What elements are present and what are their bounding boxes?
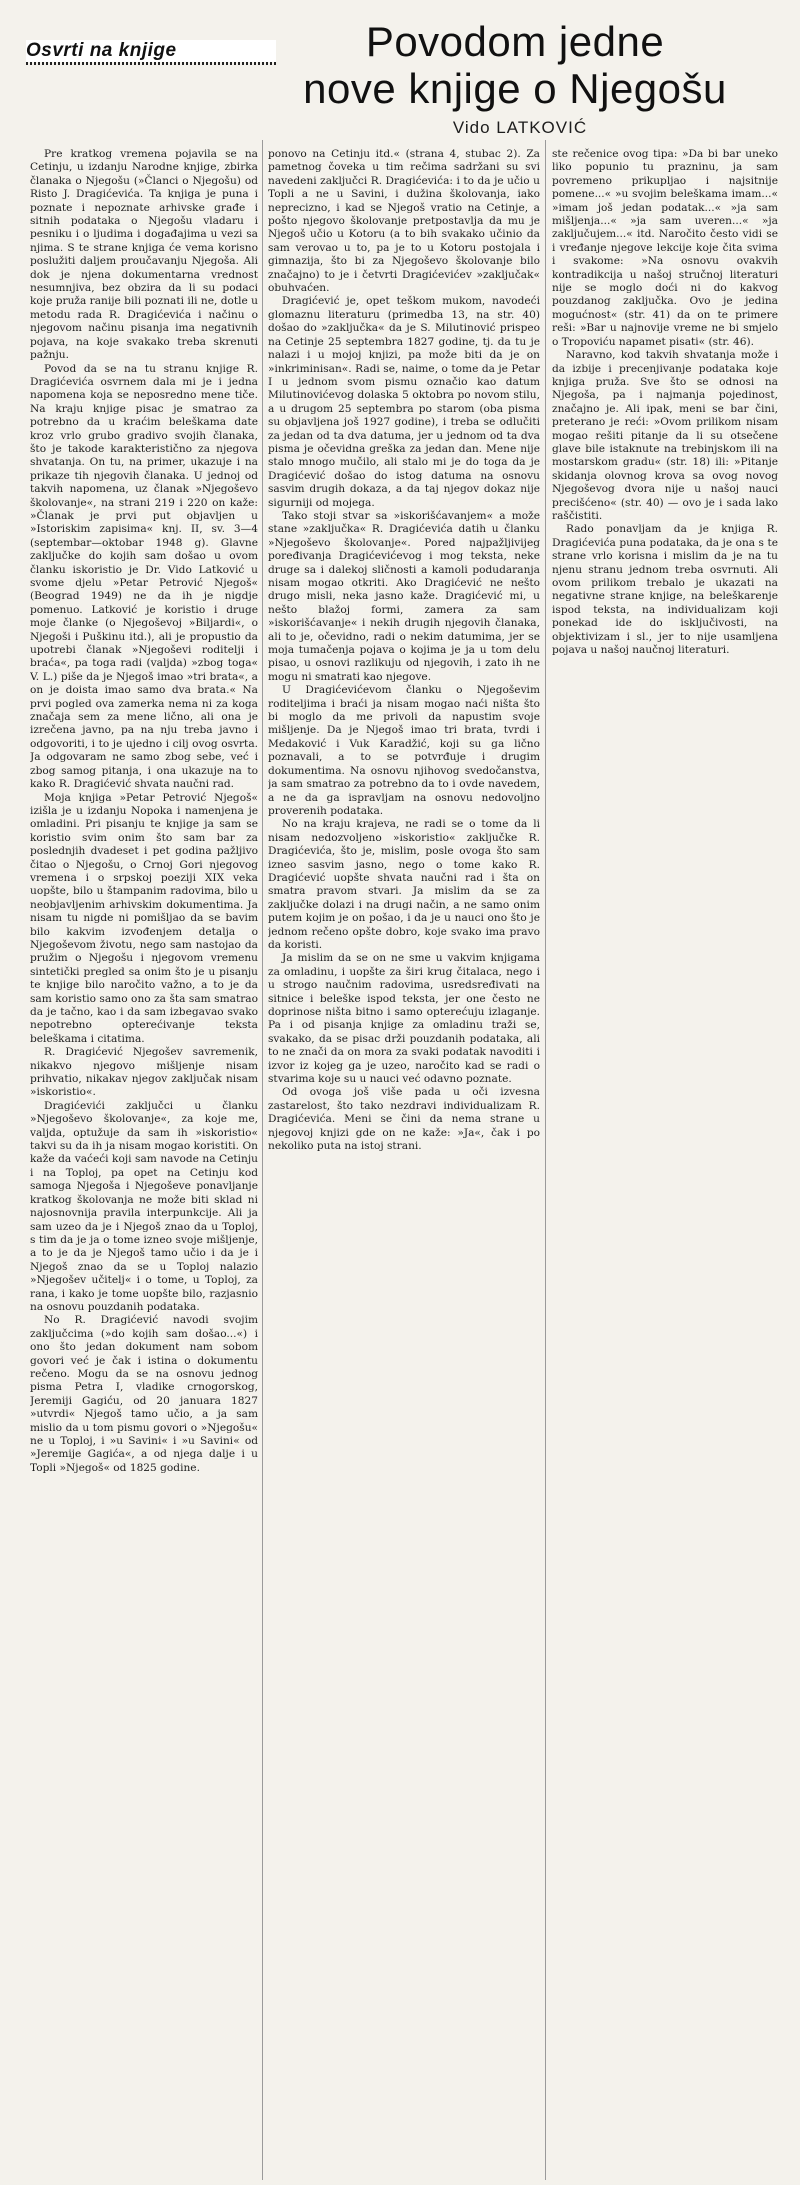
paragraph: U Dragićevićevom članku o Njegoševim roditeljima i braći ja nisam mogao naći ništa što bi moglo da me privoli da napustim svoje mišljenje. Da je Njegoš imao tri brata, tvrdi i Medaković i Vuk Karadžić, koji su ga lično poznavali, a to se potvrđuje i drugim dokumentima. Na osnovu njihovog svedočanstva, ja sam smatrao za potrebno da to i ovde navedem, a ne da ga ispravljam na osnovu nedovoljno proverenih podataka. <box>268 684 540 817</box>
paragraph: Tako stoji stvar sa »iskorišćavanjem« a može stane »zaključka« R. Dragićevića datih u članku »Njegoševo školovanje«. Pored najpažljivijeg poređivanja Dragićevićevog i mog teksta, neke druge sa i dalekoj sličnosti a kamoli podudaranja nisam mogao otkriti. Ako Dragićević ne nešto drugo misli, neka jasno kaže. Dragićević mi, u nešto blažoj formi, zamera za sam »iskorišćavanje« i nekih drugih njegovih članaka, ali to je, očevidno, radi o nekim datumima, jer se moja tumačenja pojava o kojima je ja u tom delu pisao, u osnovi razlikuju od njegovih, i zato ih ne mogu ni smatrati kao njegove. <box>268 509 540 683</box>
paragraph: Pre kratkog vremena pojavila se na Cetinju, u izdanju Narodne knjige, zbirka članaka o Njegošu (»Članci o Njegošu) od Risto J. Dragićevića. Ta knjiga je puna i poznate i nepoznate arhivske građe i sitnih podataka o Njegošu vladaru i pesniku i o ljudima i događajima u vezi sa njima. S te strane knjiga će vema korisno poslužiti daljem proučavanju Njegoša. Ali dok je njena dokumentarna vrednost nesumnjiva, bez obzira da li su podaci koje pruža ranije bili poznati ili ne, dotle u metodu rada R. Dragićevića i načinu o njegovom načinu pisanja ima negativnih pojava, na koje svakako treba skrenuti pažnju. <box>30 148 258 362</box>
section-label: Osvrti na knjige <box>26 40 276 62</box>
article-column-3 <box>552 148 778 1168</box>
paragraph: Naravno, kod takvih shvatanja može i da izbije i precenjivanje podataka koje knjiga pruža. Sve što se odnosi na Njegoša, pa i najmanja pojedinost, značajno je. Ali ipak, meni se bar čini, preterano je reći: »Ovom prilikom nisam mogao rešiti pitanje da li su otsečene glave bile istaknute na trebinjskom ili na mostarskom gradu« (str. 18) ili: »Pitanje skidanja olovnog krova sa ovog novog Njegoševog dvora nije u našoj nauci precišćeno« (str. 40) — ovo je i sada lako raščistiti. <box>552 349 778 522</box>
paragraph: Dragićević je, opet teškom mukom, navodeći glomaznu literaturu (primedba 13, na str. 40) došao do »zaključka« da je S. Milutinović prispeo na Cetinje 25 septembra 1827 godine, tj. da tu je nalazi i u mojoj knjizi, pa može biti da je on »inkriminisan«. Radi se, naime, o tome da je Petar I u jednom svom pismu označio kao datum Milutinovićevog dolaska 5 oktobra po novom stilu, a u drugom 25 septembra po starom (oba pisma su objavljena još 1927 godine), i treba se odlučiti za jedan od ta dva datuma, jer u jednom od ta dva pisma je očevidna greška za jedan dan. Mene nije stalo mnogo mučilo, ali stalo mi je do toga da je Dragićević došao do istog datuma na osnovu sasvim drugih dokaza, a da taj njegov dokaz nije sigurniji od mojega. <box>268 295 540 509</box>
paragraph: ponovo na Cetinju itd.« (strana 4, stubac 2). Za pametnog čoveka u tim rečima sadržani su svi navedeni zaključci R. Dragićevića: i to da je učio u Topli a ne u Savini, i dužina školovanja, iako neprecizno, i kad se Njegoš vratio na Cetinje, a pošto njegovo školovanje pretpostavlja da mu je Njegoš učio u Kotoru (a to bih svakako učinio da sam verovao u to, pa je to u Kotoru postojala i gimnazija, što bi za Njegoševo školovanje bilo značajno) to je i četvrti Dragićevićev »zaključak« obuhvaćen. <box>268 148 540 295</box>
column-rule <box>262 140 263 2180</box>
title-line-1: Povodom jedne <box>365 18 665 65</box>
title-line-2: nove knjige o Njegošu <box>303 65 727 112</box>
paragraph: No na kraju krajeva, ne radi se o tome da li nisam nedozvoljeno »iskoristio« zaključke R. Dragićevića, što je, mislim, posle ovoga što sam izneo sasvim jasno, nego o tome kako R. Dragićević uopšte shvata naučni rad i šta on smatra pravom stvari. Ja mislim da se za zaključke dolazi i na drugi način, a ne samo onim putem kojim je on pošao, i da je u nauci ono što je jednom rečeno opšte dobro, koje svako ima pravo da koristi. <box>268 818 540 951</box>
paragraph: R. Dragićević Njegošev savremenik, nikakvo njegovo mišljenje nisam prihvatio, nikakav njegov zaključak nisam »iskoristio«. <box>30 1046 258 1099</box>
column-rule <box>545 140 546 2180</box>
paragraph: Povod da se na tu stranu knjige R. Dragićevića osvrnem dala mi je i jedna napomena koja se neposredno mene tiče. Na kraju knjige pisac je smatrao za potrebno da u kraćim beleškama date kroz vrlo grubo gradivo svojih članaka, što je takode karakteristično za njegova shvatanja. On tu, na primer, ukazuje i na prikaze tih njegovih članaka. U jednoj od takvih napomena, uz članak »Njegoševo školovanje«, na strani 219 i 220 on kaže: »Članak je prvi put objavljen u »Istoriskim zapisima« knj. II, sv. 3—4 (septembar—oktobar 1948 g). Glavne zaključke do kojih sam došao u ovom članku iskoristio je Dr. Vido Latković u svome djelu »Petar Petrović Njegoš« (Beograd 1949) ne da ih je nigdje pomenuo. Latković je koristio i druge moje članke (o Njegoševoj »Biljardi«, o Njegoši i Puškinu itd.), ali je propustio da upotrebi članak »Njegoševi roditelji i braća«, pa toga radi (valjda) »zbog toga« V. L.) piše da je Njegoš imao »tri brata«, a on je doista imao samo dva brata.« Na prvi pogled ova zamerka nema ni za koga značaja sem za mene lično, ali ona je izrečena javno, pa na nju treba javno i odgovoriti, i to je ujedno i cilj ovog osvrta. Ja odgovaram ne samo zbog sebe, već i zbog samog pitanja, i ona ukazuje na to kako R. Dragićević shvata naučni rad. <box>30 362 258 791</box>
paragraph: No R. Dragićević navodi svojim zaključcima (»do kojih sam došao...«) i ono što jedan dokument nam sobom govori već je čak i istina o dokumentu rečeno. Mogu da se na osnovu jednog pisma Petra I, vladike crnogorskog, Jeremiji Gagiću, od 20 januara 1827 »utvrdi« Njegoš tamo učio, a ja sam mislio da u tom pismu govori o »Njegošu« ne u Toploj, i »u Savini« i »u Savini« od »Jeremije Gagića«, a od njega dalje i u Topli »Njegoš« od 1825 godine. <box>30 1314 258 1474</box>
article-column-2 <box>268 148 540 2178</box>
article-title <box>250 18 780 112</box>
article-column-1 <box>30 148 258 2178</box>
paragraph: ste rečenice ovog tipa: »Da bi bar uneko liko popunio tu prazninu, ja sam povremeno prikupljao i najsitnije pomene...« »u svojim beleškama imam...« »imam još jedan podatak...« »ja sam mišljenja...« »ja sam uveren...« »ja zaključujem...« itd. Naročito često vidi se i vređanje njegove lekcije koje čita svima i svakome: »Na osnovu ovakvih kontradikcija u našoj stručnoj literaturi nije se moglo doći ni do kakvog pouzdanog zaključka. Ovo je jedina mogućnost« (str. 41) da on te primere reši: »Bar u najnovije vreme ne bi smjelo o Tropoviću napamet pisati« (str. 46). <box>552 148 778 348</box>
paragraph: Rado ponavljam da je knjiga R. Dragićevića puna podataka, da je ona s te strane vrlo korisna i mislim da je na tu njenu stranu jednom treba osvrnuti. Ali ovom prilikom trebalo je ukazati na negativne strane knjige, na beleškarenje ispod teksta, na individualizam koji ponekad ide do isključivosti, na objektivizam i sl., jer to nije usamljena pojava u našoj naučnoj literaturi. <box>552 523 778 657</box>
author-byline: Vido LATKOVIĆ <box>452 118 588 137</box>
paragraph: Moja knjiga »Petar Petrović Njegoš« izišla je u izdanju Nopoka i namenjena je omladini. Pri pisanju te knjige ja sam se koristio svim onim što sam bar za poslednjih dvadeset i pet godina pažljivo čitao o Njegošu, o Crnoj Gori njegovog vremena i o srpskoj poeziji XIX veka uopšte, bilo u štampanim radovima, bilo u neobjavljenim arhivskim dokumentima. Ja nisam tu nigde ni pomišljao da se bavim bilo kakvim izvođenjem detalja o Njegoševom životu, nego sam nastojao da pružim o Njegošu i njegovom vremenu sintetički pregled sa onim što je u pisanju te knjige bilo naročito važno, a to je da sam koristio samo ono za šta sam smatrao da je tačno, kao i da sam izbegavao svako nepotrebno opterećivanje teksta beleškama i citatima. <box>30 791 258 1045</box>
paragraph: Dragićevići zaključci u članku »Njegoševo školovanje«, za koje me, valjda, optužuje da sam ih »iskoristio« takvi su da ih ja nisam mogao koristiti. On kaže da vaćeći koji sam navode na Cetinju i na Toploj, pa opet na Cetinju kod samoga Njegoša i Njegoševe ponavljanje kratkog školovanja ne može biti sklad ni najosnovnija pravila interpunkcije. Ali ja sam uzeo da je i Njegoš znao da u Toploj, s tim da je ja o tome izneo svoje mišljenje, a to je da je Njegoš tamo učio i da je i Njegoš znao da se u Toploj nalazio »Njegošev učitelj« i o tome, u Toploj, za rana, i kako je tome uopšte bilo, razjasnio na osnovu pouzdanih podataka. <box>30 1099 258 1313</box>
paragraph: Od ovoga još više pada u oči izvesna zastarelost, što tako nezdravi individualizam R. Dragićevića. Meni se čini da nema strane u njegovoj knjizi gde on ne kaže: »Ja«, čak i po nekoliko puta na istoj strani. <box>268 1086 540 1153</box>
paragraph: Ja mislim da se on ne sme u vakvim knjigama za omladinu, i uopšte za širi krug čitalaca, nego i u strogo naučnim radovima, usredsređivati na sitnice i beleške ispod teksta, jer one često ne doprinose ništa bitno i samo opterećuju izlaganje. Pa i od pisanja knjige za omladinu traži se, svakako, da se pisac drži pouzdanih podataka, ali to ne znači da on mora za svaki podatak navoditi i izvor iz kojeg ga je uzeo, naročito kad se radi o stvarima koje su u nauci već odavno poznate. <box>268 952 540 1086</box>
